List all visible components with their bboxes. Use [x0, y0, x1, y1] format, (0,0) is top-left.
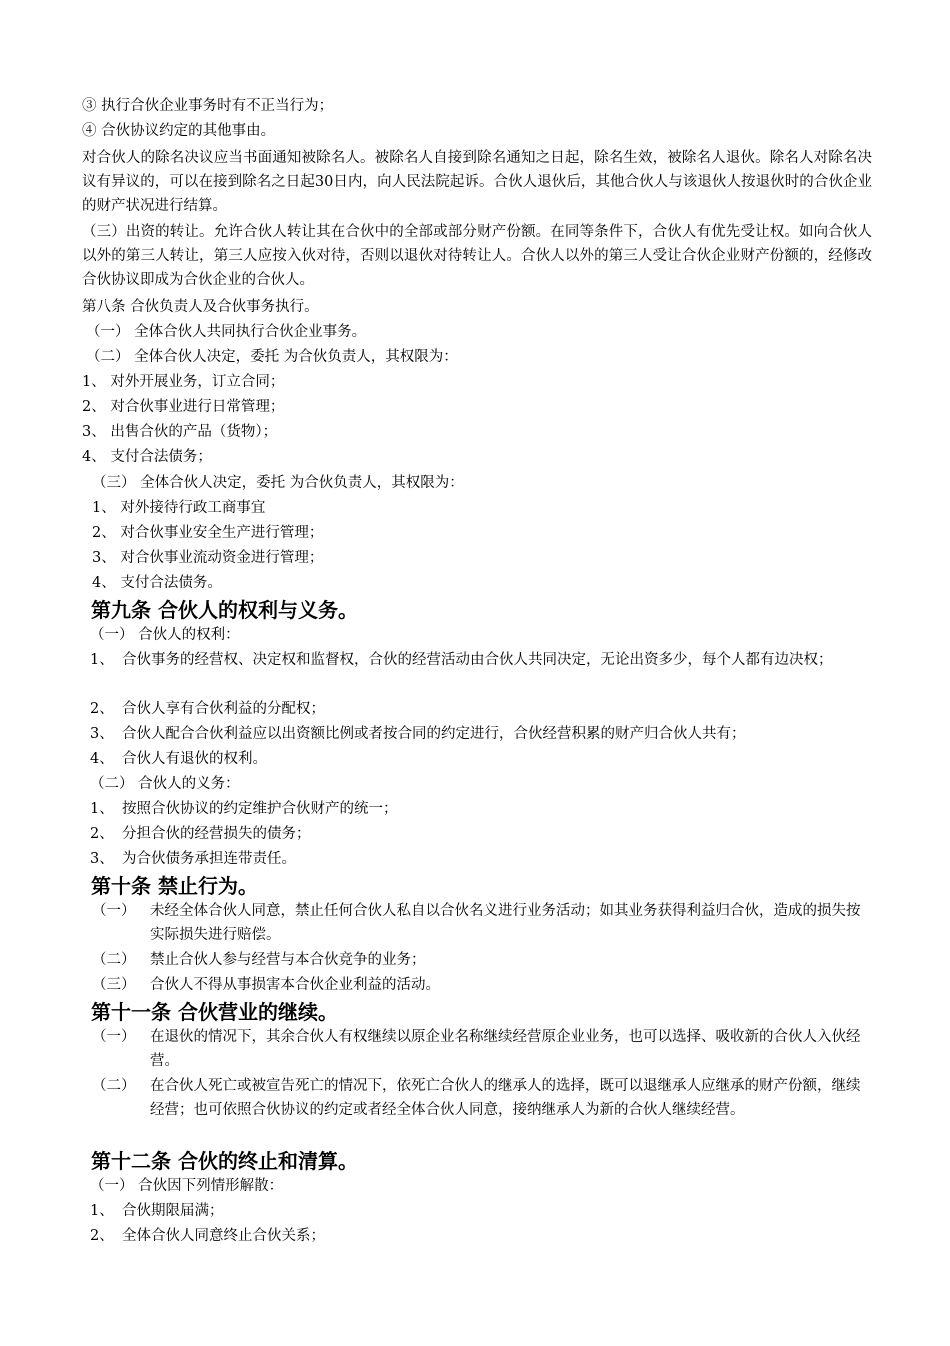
list-item: 分担合伙的经营损失的债务； — [122, 826, 311, 842]
list-number: （二） — [92, 1078, 136, 1094]
article-8-title: 第八条 合伙负责人及合伙事务执行。 — [82, 299, 319, 315]
list-item: 在退伙的情况下，其余合伙人有权继续以原企业名称继续经营原企业业务，也可以选择、吸收新的合伙人入伙经营。 — [150, 1029, 861, 1069]
article-12-heading: 第十二条 合伙的终止和清算。 — [91, 1149, 358, 1173]
list-number: 2、 — [90, 826, 114, 842]
list-item: 4、 支付合法债务。 — [92, 575, 222, 591]
list-item: 全体合伙人同意终止合伙关系； — [122, 1228, 325, 1244]
paragraph-expulsion: 对合伙人的除名决议应当书面通知被除名人。被除名人自接到除名通知之日起，除名生效，被除名人退伙。除名人对除名决议有异议的，可以在接到除名之日起30日内，向人民法院起诉。合伙人退伙后，其他合伙人与该退伙人按退伙时的合伙企业的财产状况进行结算。 — [82, 150, 872, 214]
list-number: 3、 — [90, 851, 114, 867]
section-title: （二） 合伙人的义务： — [90, 776, 240, 792]
list-item: 为合伙债务承担连带责任。 — [122, 851, 296, 867]
list-item: 3、 对合伙事业流动资金进行管理； — [92, 550, 324, 566]
list-item: 3、 出售合伙的产品（货物）； — [82, 424, 278, 440]
text-line: ③ 执行合伙企业事务时有不正当行为； — [82, 98, 334, 114]
list-number: 2、 — [90, 1228, 114, 1244]
list-number: （二） — [92, 952, 136, 968]
list-item: 合伙期限届满； — [122, 1203, 224, 1219]
text-line: （二） 全体合伙人决定，委托 为合伙负责人，其权限为： — [86, 349, 458, 365]
list-item: 1、 对外接待行政工商事宜 — [92, 500, 266, 516]
list-number: 4、 — [90, 751, 114, 767]
list-item: 1、 对外开展业务，订立合同； — [82, 374, 285, 390]
list-item: 4、 支付合法债务； — [82, 449, 212, 465]
list-number: （三） — [92, 977, 136, 993]
list-item: 合伙事务的经营权、决定权和监督权，合伙的经营活动由合伙人共同决定，无论出资多少，每个人都有边决权； — [122, 652, 833, 668]
article-11-heading: 第十一条 合伙营业的继续。 — [91, 1000, 338, 1024]
list-item: 合伙人配合合伙利益应以出资额比例或者按合同的约定进行，合伙经营积累的财产归合伙人共有； — [122, 726, 746, 742]
list-number: 1、 — [90, 801, 114, 817]
paragraph-transfer: （三）出资的转让。允许合伙人转让其在合伙中的全部或部分财产份额。在同等条件下，合伙人有优先受让权。如向合伙人以外的第三人转让，第三人应按入伙对待，否则以退伙对待转让人。合伙人以外的第三人受让合伙企业财产份额的，经修改合伙协议即成为合伙企业的合伙人。 — [82, 224, 872, 288]
list-item: 未经全体合伙人同意，禁止任何合伙人私自以合伙名义进行业务活动；如其业务获得利益归合伙，造成的损失按实际损失进行赔偿。 — [150, 903, 861, 943]
list-number: 1、 — [90, 1203, 114, 1219]
list-item: 禁止合伙人参与经营与本合伙竞争的业务； — [150, 952, 426, 968]
list-item: 合伙人有退伙的权利。 — [122, 751, 267, 767]
list-number: 2、 — [90, 701, 114, 717]
list-item: 在合伙人死亡或被宣告死亡的情况下，依死亡合伙人的继承人的选择，既可以退继承人应继承的财产份额，继续经营；也可依照合伙协议的约定或者经全体合伙人同意，接纳继承人为新的合伙人继续经营。 — [150, 1078, 861, 1118]
text-line: ④ 合伙协议约定的其他事由。 — [82, 123, 276, 139]
list-number: （一） — [92, 903, 136, 919]
list-item: 合伙人享有合伙利益的分配权； — [122, 701, 325, 717]
text-line: （三） 全体合伙人决定，委托 为合伙负责人，其权限为： — [92, 475, 464, 491]
list-item: 按照合伙协议的约定维护合伙财产的统一； — [122, 801, 398, 817]
list-item: 2、 对合伙事业进行日常管理； — [82, 399, 285, 415]
list-number: （一） — [92, 1029, 136, 1045]
list-item: 2、 对合伙事业安全生产进行管理； — [92, 525, 324, 541]
list-number: 1、 — [90, 652, 114, 668]
article-10-heading: 第十条 禁止行为。 — [91, 874, 258, 898]
section-title: （一） 合伙因下列情形解散： — [90, 1178, 284, 1194]
section-title: （一） 合伙人的权利： — [90, 627, 240, 643]
list-item: 合伙人不得从事损害本合伙企业利益的活动。 — [150, 977, 440, 993]
article-9-heading: 第九条 合伙人的权利与义务。 — [91, 598, 358, 622]
text-line: （一） 全体合伙人共同执行合伙企业事务。 — [86, 324, 367, 340]
list-number: 3、 — [90, 726, 114, 742]
